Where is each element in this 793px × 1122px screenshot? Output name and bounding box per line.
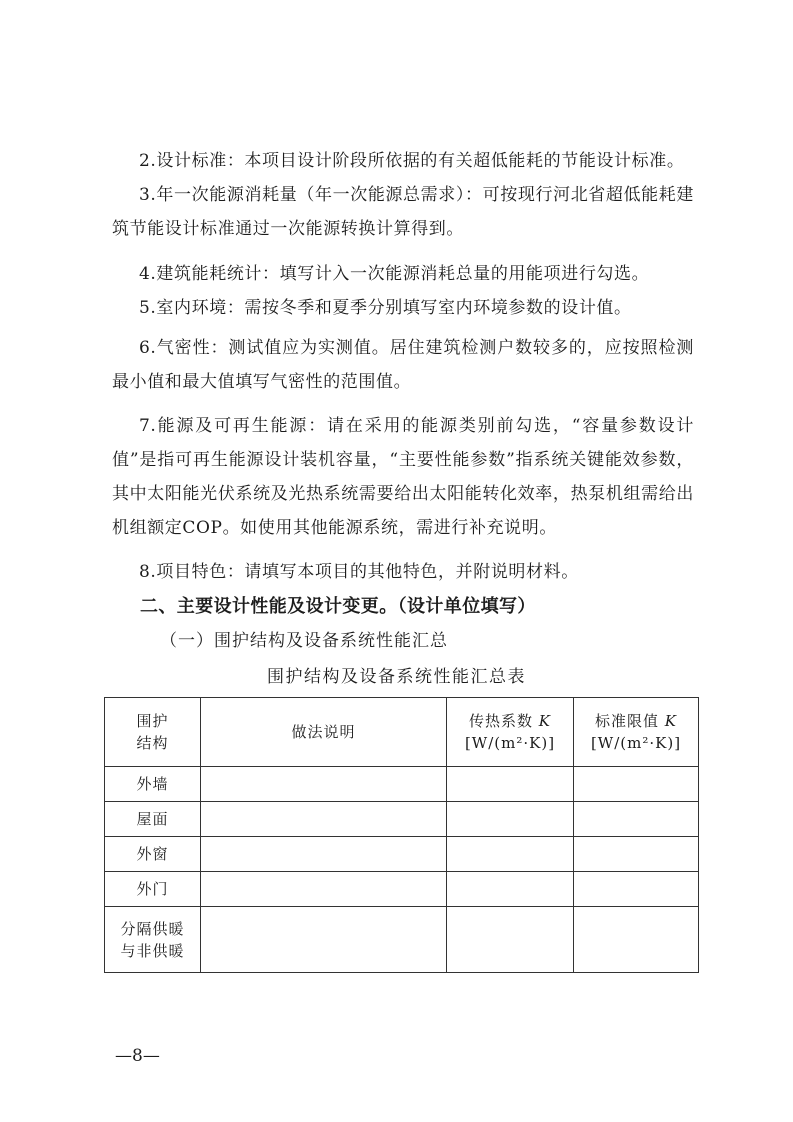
- subsection-heading: （一）围护结构及设备系统性能汇总: [160, 631, 448, 651]
- paragraph-renewable-energy: 7.能源及可再生能源：请在采用的能源类别前勾选，“容量参数设计值”是指可再生能源设计装机容量，“主要性能参数”指系统关键能效参数，其中太阳能光伏系统及光热系统需要给出太阳能转化效率，热泵机组需给出机组额定COP。如使用其他能源系统，需进行补充说明。: [112, 416, 694, 538]
- header-method-label: 做法说明: [291, 723, 356, 741]
- cell-standard-limit[interactable]: [574, 802, 699, 837]
- paragraph-energy-statistics: 4.建筑能耗统计：填写计入一次能源消耗总量的用能项进行勾选。: [139, 264, 650, 284]
- cell-method[interactable]: [201, 837, 447, 872]
- cell-standard-limit[interactable]: [574, 767, 699, 802]
- cell-heat-transfer[interactable]: [447, 907, 574, 973]
- paragraph-primary-energy: 3.年一次能源消耗量（年一次能源总需求）：可按现行河北省超低能耗建筑节能设计标准通过一次能源转换计算得到。: [112, 185, 694, 239]
- row-label-exterior-wall: 外墙: [105, 767, 201, 802]
- paragraph-indoor-environment: 5.室内环境：需按冬季和夏季分别填写室内环境参数的设计值。: [139, 298, 632, 318]
- row-label-partition: [105, 907, 201, 973]
- table-row: [105, 837, 699, 872]
- cell-method[interactable]: [201, 767, 447, 802]
- table-header-row: [105, 698, 699, 767]
- row-label-partition-text: 分隔供暖与非供暖: [120, 919, 185, 960]
- cell-heat-transfer[interactable]: [447, 802, 574, 837]
- table-row: [105, 872, 699, 907]
- section-heading: 二、主要设计性能及设计变更。（设计单位填写）: [140, 596, 536, 617]
- paragraph-project-features: 8.项目特色：请填写本项目的其他特色，并附说明材料。: [139, 562, 579, 582]
- header-method: [201, 698, 447, 767]
- cell-heat-transfer[interactable]: [447, 767, 574, 802]
- header-standard-limit: [574, 698, 699, 767]
- cell-heat-transfer[interactable]: [447, 837, 574, 872]
- cell-method[interactable]: [201, 872, 447, 907]
- cell-method[interactable]: [201, 802, 447, 837]
- cell-standard-limit[interactable]: [574, 837, 699, 872]
- table-caption: 围护结构及设备系统性能汇总表: [267, 667, 526, 687]
- header-heat-transfer-k: K: [538, 712, 551, 730]
- cell-standard-limit[interactable]: [574, 872, 699, 907]
- table-row: [105, 907, 699, 973]
- row-label-roof: 屋面: [105, 802, 201, 837]
- header-standard-limit-k: K: [664, 712, 677, 730]
- header-heat-transfer-label: 传热系数: [468, 712, 533, 730]
- table-row: [105, 802, 699, 837]
- header-heat-transfer: [447, 698, 574, 767]
- page-number: —8—: [115, 1046, 160, 1066]
- header-standard-limit-unit: [W/(m²·K)]: [590, 734, 682, 752]
- header-envelope-label: 围护结构: [136, 712, 169, 752]
- cell-standard-limit[interactable]: [574, 907, 699, 973]
- paragraph-design-standard: 2.设计标准：本项目设计阶段所依据的有关超低能耗的节能设计标准。: [139, 151, 685, 171]
- row-label-exterior-door: 外门: [105, 872, 201, 907]
- table-row: [105, 767, 699, 802]
- row-label-exterior-window: 外窗: [105, 837, 201, 872]
- header-envelope: [105, 698, 201, 767]
- paragraph-airtightness: 6.气密性：测试值应为实测值。居住建筑检测户数较多的，应按照检测最小值和最大值填写气密性的范围值。: [112, 338, 694, 392]
- header-standard-limit-label: 标准限值: [594, 712, 659, 730]
- cell-heat-transfer[interactable]: [447, 872, 574, 907]
- header-heat-transfer-unit: [W/(m²·K)]: [464, 734, 556, 752]
- performance-summary-table: [104, 697, 699, 973]
- cell-method[interactable]: [201, 907, 447, 973]
